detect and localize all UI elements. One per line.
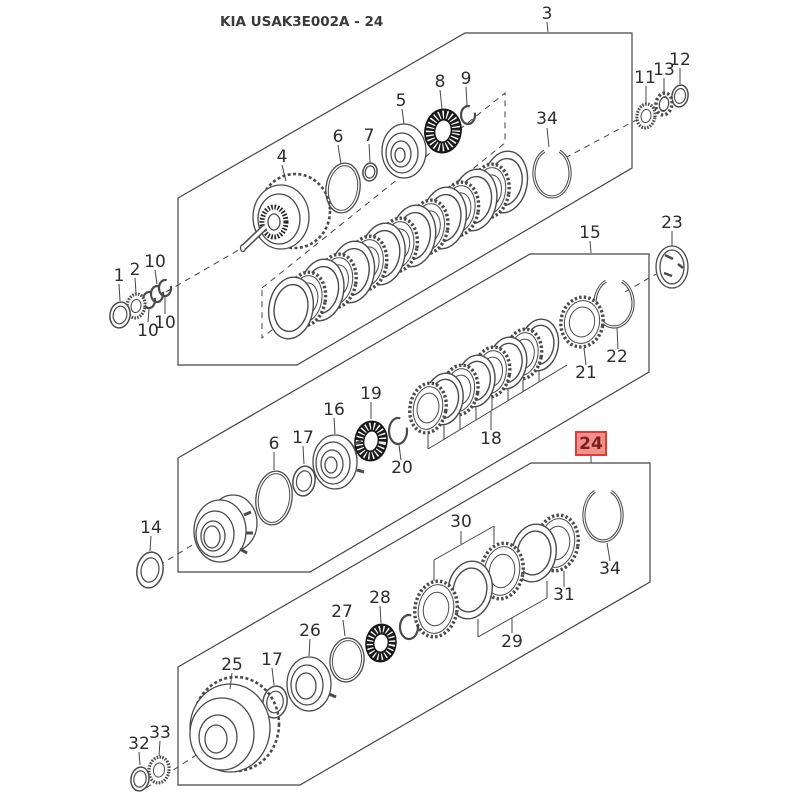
callout-10b[interactable]: 10 xyxy=(137,321,159,341)
callout-group-4 xyxy=(277,147,288,181)
callout-leader-17b xyxy=(272,668,274,685)
callout-leader-2 xyxy=(135,278,136,293)
callout-leader-8 xyxy=(440,90,442,109)
callout-10a[interactable]: 10 xyxy=(144,252,166,272)
part-snap-ring-34-top xyxy=(534,151,570,197)
part-friction-disc-21 xyxy=(557,294,607,351)
part-washer-32 xyxy=(129,766,151,793)
callout-group-10a xyxy=(144,252,166,284)
part-seal-ring-33 xyxy=(147,755,171,784)
callout-group-18 xyxy=(480,411,502,449)
part-one-way-clutch-28 xyxy=(363,622,399,665)
callout-27[interactable]: 27 xyxy=(331,602,353,622)
callout-leader-28 xyxy=(380,606,381,623)
callout-9[interactable]: 9 xyxy=(460,69,472,89)
callout-group-30 xyxy=(450,512,472,544)
callout-34b[interactable]: 34 xyxy=(599,559,621,579)
part-seal-ring-14 xyxy=(134,550,166,590)
callout-16[interactable]: 16 xyxy=(323,400,345,420)
part-clutch-drum-25 xyxy=(190,677,279,772)
callout-group-20a xyxy=(391,445,413,478)
part-bearing-11 xyxy=(635,103,657,130)
callout-1[interactable]: 1 xyxy=(113,266,125,286)
part-one-way-clutch-19 xyxy=(352,419,390,464)
callout-6a[interactable]: 6 xyxy=(332,127,344,147)
clutch-stacks-layer xyxy=(264,148,583,641)
callout-leader-26 xyxy=(309,639,310,656)
callout-leader-22 xyxy=(617,328,618,349)
part-piston-16 xyxy=(313,435,364,489)
callout-21[interactable]: 21 xyxy=(575,363,597,383)
callout-33[interactable]: 33 xyxy=(149,723,171,743)
callout-leader-5 xyxy=(402,109,404,124)
part-snap-ring-34-bottom xyxy=(584,491,622,541)
callout-34a[interactable]: 34 xyxy=(536,109,558,129)
callout-leader-27 xyxy=(343,620,345,636)
part-snap-ring-20-bottom xyxy=(400,615,418,639)
callout-group-16 xyxy=(323,400,345,434)
part-snap-ring-10-c xyxy=(159,280,171,296)
callout-3[interactable]: 3 xyxy=(541,4,553,24)
callout-leader-1 xyxy=(119,284,120,301)
part-clutch-drum-4 xyxy=(241,174,331,252)
callout-25[interactable]: 25 xyxy=(221,655,243,675)
callout-leader-10a xyxy=(155,270,157,284)
callout-leader-34a xyxy=(547,128,549,147)
callout-leader-33 xyxy=(159,741,160,756)
callout-leader-9 xyxy=(466,87,467,105)
callout-group-34a xyxy=(536,109,558,147)
callout-group-15 xyxy=(579,223,601,253)
callout-6b[interactable]: 6 xyxy=(268,434,280,454)
clutch-pack-29-31 xyxy=(410,512,582,640)
callout-group-17a xyxy=(292,428,314,464)
callout-12[interactable]: 12 xyxy=(669,50,691,70)
callout-group-1 xyxy=(114,266,125,301)
callout-group-9 xyxy=(461,69,472,105)
callout-group-31 xyxy=(553,571,575,605)
part-washer-12 xyxy=(670,84,690,108)
callout-group-21 xyxy=(575,348,597,383)
callout-group-6b xyxy=(269,434,280,470)
callout-2[interactable]: 2 xyxy=(129,260,141,280)
callout-19[interactable]: 19 xyxy=(360,384,382,404)
callout-29[interactable]: 29 xyxy=(501,632,523,652)
callout-14[interactable]: 14 xyxy=(140,518,162,538)
callout-32[interactable]: 32 xyxy=(128,734,150,754)
callout-group-6a xyxy=(333,127,344,164)
callout-13[interactable]: 13 xyxy=(653,60,675,80)
part-snap-ring-9 xyxy=(461,106,475,124)
callout-group-22 xyxy=(606,328,628,367)
callout-18[interactable]: 18 xyxy=(480,429,502,449)
part-piston-5 xyxy=(382,124,426,178)
callout-group-29 xyxy=(501,618,523,652)
part-retainer-23 xyxy=(656,246,688,288)
callout-group-28 xyxy=(369,588,391,623)
part-retainer-drum-15 xyxy=(194,495,257,562)
callout-leader-17a xyxy=(303,446,304,464)
callout-group-3 xyxy=(542,4,553,32)
part-one-way-clutch-8 xyxy=(421,106,464,156)
callout-26[interactable]: 26 xyxy=(299,621,321,641)
callout-group-24 xyxy=(576,432,606,463)
part-piston-26 xyxy=(287,657,336,711)
callout-leader-7 xyxy=(369,144,370,162)
callout-group-26 xyxy=(299,621,321,656)
callout-5[interactable]: 5 xyxy=(395,91,407,111)
callout-23[interactable]: 23 xyxy=(661,213,683,233)
callout-group-7 xyxy=(364,126,375,162)
callout-11[interactable]: 11 xyxy=(634,68,656,88)
callout-group-8 xyxy=(435,72,446,109)
callout-group-32 xyxy=(128,734,150,765)
part-seal-7 xyxy=(362,162,379,182)
callout-8[interactable]: 8 xyxy=(434,72,446,92)
callout-group-5 xyxy=(396,91,407,124)
callout-group-23 xyxy=(661,213,683,246)
callout-24[interactable]: 24 xyxy=(579,434,603,454)
callouts-layer xyxy=(114,4,691,765)
callout-leader-14 xyxy=(150,536,151,551)
callout-leader-16 xyxy=(334,418,335,434)
callout-7[interactable]: 7 xyxy=(363,126,375,146)
callout-20a[interactable]: 20 xyxy=(391,458,413,478)
callout-31[interactable]: 31 xyxy=(553,585,575,605)
callout-group-34b xyxy=(599,543,621,579)
callout-15[interactable]: 15 xyxy=(579,223,601,243)
callout-group-17b xyxy=(261,650,283,685)
callout-22[interactable]: 22 xyxy=(606,347,628,367)
callout-leader-4 xyxy=(282,165,286,181)
part-snap-ring-20-mid xyxy=(389,418,407,444)
axis-dashed-line-1 xyxy=(565,118,640,158)
part-race-13 xyxy=(654,92,674,116)
diagram-title: KIA USAK3E002A - 24 xyxy=(220,14,384,30)
callout-leader-6a xyxy=(338,145,341,164)
callout-30[interactable]: 30 xyxy=(450,512,472,532)
callout-group-33 xyxy=(149,723,171,756)
callout-group-27 xyxy=(331,602,353,636)
callout-28[interactable]: 28 xyxy=(369,588,391,608)
callout-group-19 xyxy=(360,384,382,419)
callout-10c[interactable]: 10 xyxy=(154,313,176,333)
part-o-ring-27 xyxy=(327,636,367,684)
callout-17a[interactable]: 17 xyxy=(292,428,314,448)
callout-17b[interactable]: 17 xyxy=(261,650,283,670)
callout-4[interactable]: 4 xyxy=(276,147,288,167)
callout-group-14 xyxy=(140,518,162,551)
part-o-ring-6-mid xyxy=(252,469,295,527)
callout-group-2 xyxy=(130,260,141,293)
